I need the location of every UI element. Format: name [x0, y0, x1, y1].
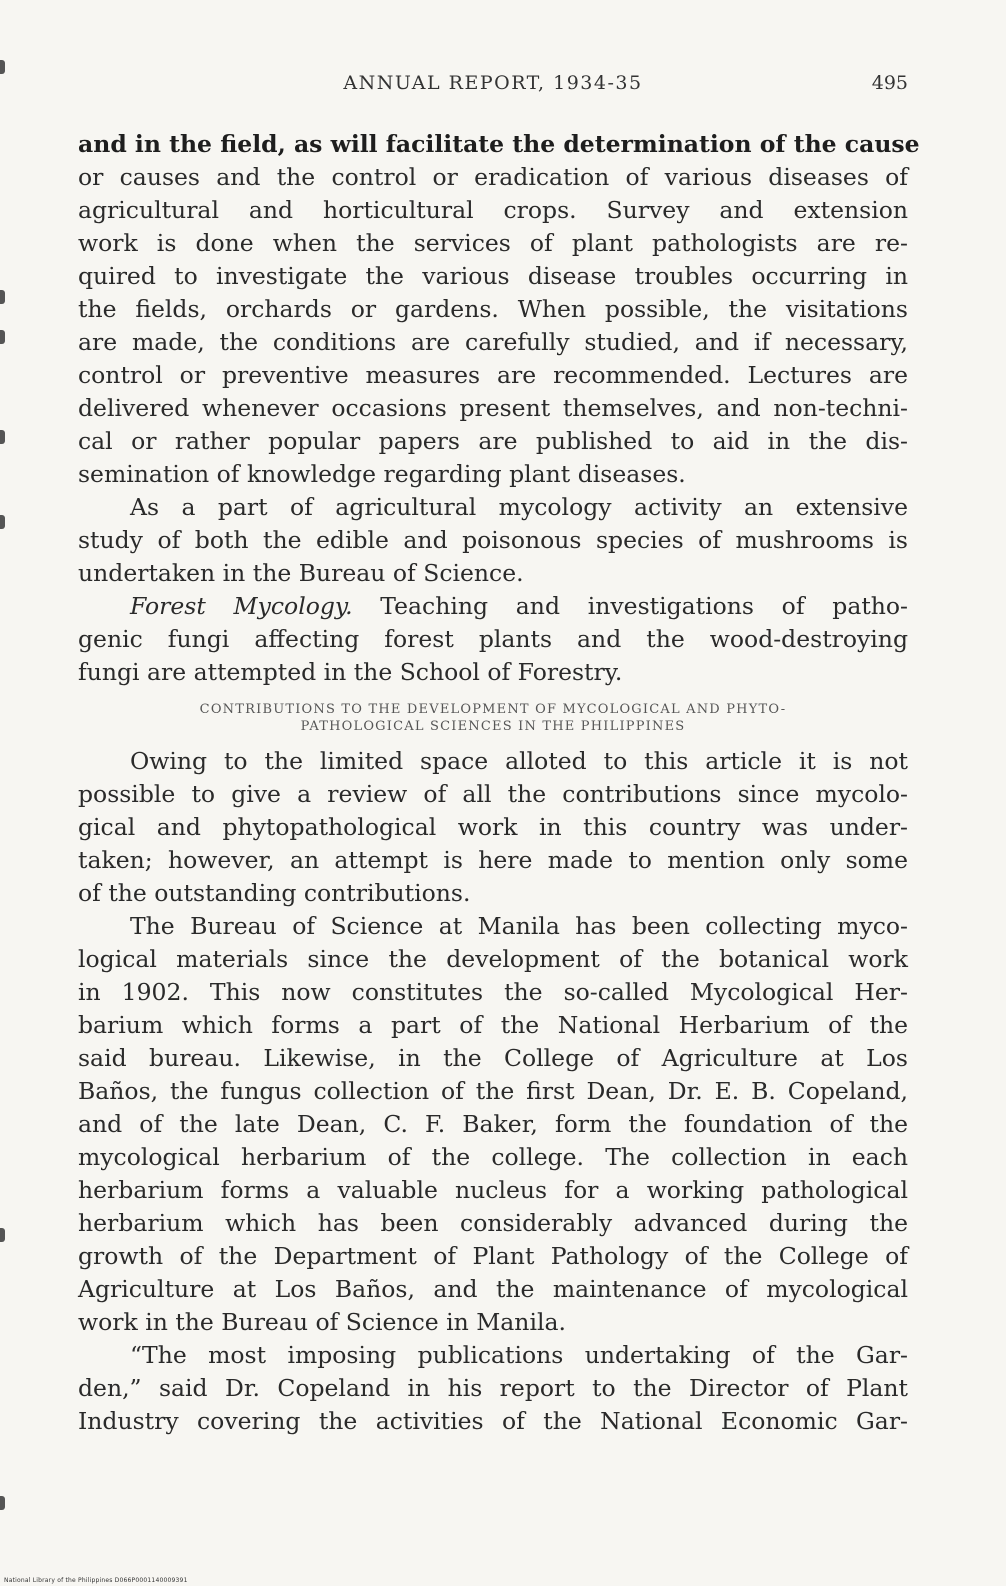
binding-mark	[0, 1496, 5, 1510]
forest-mycology-label: Forest Mycology.	[130, 592, 353, 620]
text-line: herbarium forms a valuable nucleus for a working pathological	[78, 1176, 908, 1204]
text-line: semination of knowledge regarding plant diseases.	[78, 460, 686, 488]
binding-mark	[0, 60, 5, 74]
text-line: gical and phytopathological work in this country was under-	[78, 813, 908, 841]
text-line: fungi are attempted in the School of Forestry.	[78, 658, 623, 686]
text-line: Owing to the limited space alloted to this article it is not	[130, 747, 908, 775]
text-line: Baños, the fungus collection of the first Dean, Dr. E. B. Copeland,	[78, 1077, 908, 1105]
paragraph-2	[78, 491, 908, 590]
section-heading-line: PATHOLOGICAL SCIENCES IN THE PHILIPPINES	[300, 719, 686, 734]
paragraph-1	[78, 128, 920, 491]
text-line: growth of the Department of Plant Pathology of the College of	[78, 1242, 908, 1270]
page-number: 495	[871, 72, 908, 94]
text-line: mycological herbarium of the college. The collection in each	[78, 1143, 908, 1171]
paragraph-6	[78, 1339, 908, 1438]
paragraph-5	[78, 910, 908, 1339]
text-line: agricultural and horticultural crops. Survey and extension	[78, 196, 908, 224]
text-line: cal or rather popular papers are published to aid in the dis-	[78, 427, 908, 455]
running-head	[78, 72, 908, 102]
paragraph-4	[78, 745, 908, 910]
paragraph-3	[78, 590, 908, 689]
binding-mark	[0, 1228, 5, 1242]
section-heading	[78, 701, 908, 735]
text-line	[78, 590, 908, 623]
text-line: barium which forms a part of the National Herbarium of the	[78, 1011, 908, 1039]
text-line: study of both the edible and poisonous species of mushrooms is	[78, 526, 908, 554]
text-line: the fields, orchards or gardens. When possible, the visitations	[78, 295, 908, 323]
text-line: genic fungi affecting forest plants and the wood-destroying	[78, 625, 908, 653]
text-line: quired to investigate the various disease troubles occurring in	[78, 262, 908, 290]
text-line: are made, the conditions are carefully studied, and if necessary,	[78, 328, 908, 356]
binding-mark	[0, 290, 5, 304]
text-line: Industry covering the activities of the National Economic Gar-	[78, 1407, 908, 1435]
text-line: and in the field, as will facilitate the determination of the cause	[78, 130, 920, 158]
text-line: work in the Bureau of Science in Manila.	[78, 1308, 566, 1336]
binding-mark	[0, 430, 5, 444]
text-line: taken; however, an attempt is here made to mention only some	[78, 846, 908, 874]
binding-mark	[0, 515, 5, 529]
scan-footer-tag: National Library of the Philippines D066P0001140009391	[4, 1577, 188, 1584]
text-line: undertaken in the Bureau of Science.	[78, 559, 524, 587]
text-line: Agriculture at Los Baños, and the maintenance of mycological	[78, 1275, 908, 1303]
text-line: work is done when the services of plant pathologists are re-	[78, 229, 908, 257]
binding-mark	[0, 330, 5, 344]
text-line: in 1902. This now constitutes the so-called Mycological Her-	[78, 978, 908, 1006]
text-line: of the outstanding contributions.	[78, 879, 471, 907]
text-line: herbarium which has been considerably advanced during the	[78, 1209, 908, 1237]
text-line: or causes and the control or eradication of various diseases of	[78, 163, 908, 191]
running-title: ANNUAL REPORT, 1934-35	[343, 72, 643, 94]
text-line: said bureau. Likewise, in the College of Agriculture at Los	[78, 1044, 908, 1072]
section-heading-line: CONTRIBUTIONS TO THE DEVELOPMENT OF MYCOLOGICAL AND PHYTO-	[199, 702, 787, 717]
text-line: As a part of agricultural mycology activity an extensive	[130, 493, 908, 521]
text-line: delivered whenever occasions present themselves, and non-techni-	[78, 394, 908, 422]
text-line: logical materials since the development of the botanical work	[78, 945, 908, 973]
text-line: The Bureau of Science at Manila has been collecting myco-	[130, 912, 908, 940]
text-line: possible to give a review of all the contributions since mycolo-	[78, 780, 908, 808]
body-text	[78, 128, 920, 1438]
text-line: and of the late Dean, C. F. Baker, form the foundation of the	[78, 1110, 908, 1138]
text-line: control or preventive measures are recommended. Lectures are	[78, 361, 908, 389]
text-line: den,” said Dr. Copeland in his report to the Director of Plant	[78, 1374, 908, 1402]
text-line: “The most imposing publications undertaking of the Gar-	[130, 1341, 908, 1369]
text-fragment: Teaching and investigations of patho-	[352, 592, 909, 620]
